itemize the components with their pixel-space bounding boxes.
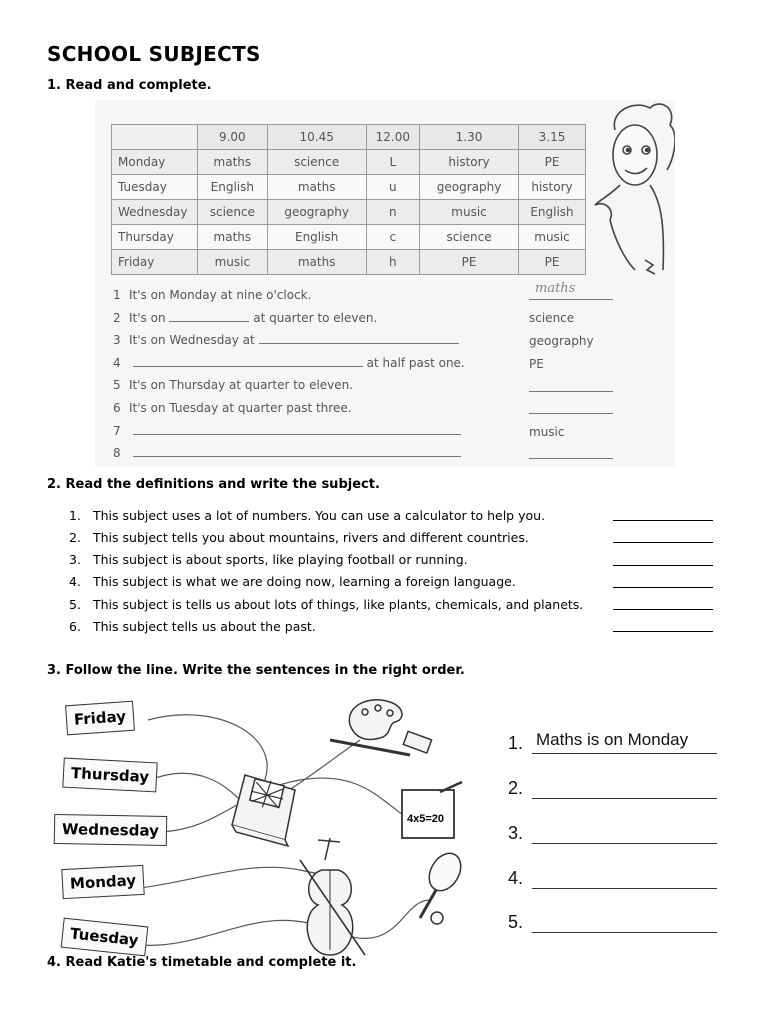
time-header: 1.30 bbox=[420, 125, 519, 150]
definition-text: This subject is tells us about lots of things, like plants, chemicals, and planets. bbox=[93, 597, 584, 612]
time-header: 10.45 bbox=[267, 125, 366, 150]
timetable-cell: English bbox=[267, 225, 366, 250]
item-number: 3 bbox=[113, 333, 121, 347]
timetable-cell: maths bbox=[198, 150, 268, 175]
item-number: 8 bbox=[113, 446, 121, 460]
palette-icon bbox=[330, 700, 432, 755]
timetable-cell: PE bbox=[519, 250, 586, 275]
tennis-racket-icon bbox=[420, 848, 467, 924]
definition-text: This subject uses a lot of numbers. You can use a calculator to help you. bbox=[93, 508, 546, 523]
sentence-number: 1. bbox=[508, 733, 524, 753]
item-number: 5 bbox=[113, 378, 121, 392]
timetable-cell: L bbox=[366, 150, 419, 175]
definition-text: This subject tells us about the past. bbox=[93, 619, 316, 634]
exercise-4-heading: 4. Read Katie's timetable and complete it. bbox=[47, 955, 357, 970]
day-label: Monday bbox=[112, 150, 198, 175]
timetable-cell: maths bbox=[267, 175, 366, 200]
timetable-cell: PE bbox=[519, 150, 586, 175]
timetable-cell: maths bbox=[267, 250, 366, 275]
timetable-cell: music bbox=[198, 250, 268, 275]
timetable-cell: h bbox=[366, 250, 419, 275]
item-number: 7 bbox=[113, 424, 121, 438]
sentence-text: Maths is on Monday bbox=[536, 730, 689, 749]
sentence-item bbox=[508, 730, 689, 754]
book-icon bbox=[232, 775, 295, 846]
time-header: 12.00 bbox=[366, 125, 419, 150]
time-header: 3.15 bbox=[519, 125, 586, 150]
item-text: It's on Thursday at quarter to eleven. bbox=[129, 378, 354, 392]
sentence-line[interactable] bbox=[532, 932, 717, 933]
timetable-cell: PE bbox=[420, 250, 519, 275]
day-tag-wednesday: Wednesday bbox=[54, 814, 167, 846]
sentence-item bbox=[508, 868, 523, 889]
sentence-item bbox=[508, 912, 523, 933]
timetable-cell: English bbox=[198, 175, 268, 200]
day-tag-thursday: Thursday bbox=[62, 758, 158, 793]
day-tag-tuesday: Tuesday bbox=[61, 918, 148, 957]
item-number: 6. bbox=[69, 619, 81, 634]
day-label: Friday bbox=[112, 250, 198, 275]
item-text: It's on Wednesday at bbox=[129, 333, 255, 347]
exercise-3-heading: 3. Follow the line. Write the sentences in the right order. bbox=[47, 663, 465, 678]
chalkboard-icon bbox=[402, 782, 462, 838]
day-tag-friday: Friday bbox=[65, 701, 135, 736]
timetable-cell: maths bbox=[198, 225, 268, 250]
timetable-cell: science bbox=[420, 225, 519, 250]
definition-text: This subject is what we are doing now, learning a foreign language. bbox=[93, 574, 516, 589]
day-label: Wednesday bbox=[112, 200, 198, 225]
item-text: at quarter to eleven. bbox=[253, 311, 378, 325]
timetable-cell: science bbox=[267, 150, 366, 175]
sentence-number: 3. bbox=[508, 823, 524, 843]
timetable-cell: history bbox=[420, 150, 519, 175]
day-label: Thursday bbox=[112, 225, 198, 250]
sentence-item bbox=[508, 778, 523, 799]
item-text: It's on Monday at nine o'clock. bbox=[129, 288, 312, 302]
answer-text: PE bbox=[529, 357, 544, 371]
timetable-cell: u bbox=[366, 175, 419, 200]
sentence-line[interactable] bbox=[532, 888, 717, 889]
answer-text: geography bbox=[529, 334, 594, 348]
definition-text: This subject is about sports, like playing football or running. bbox=[93, 552, 468, 567]
item-text: at half past one. bbox=[366, 356, 465, 370]
connector-line bbox=[140, 900, 430, 945]
item-number: 4. bbox=[69, 574, 81, 589]
timetable-cell: music bbox=[519, 225, 586, 250]
answer-text: science bbox=[529, 311, 575, 325]
timetable-cell: science bbox=[198, 200, 268, 225]
connector-line bbox=[150, 773, 240, 800]
item-number: 1 bbox=[113, 288, 121, 302]
timetable-cell: geography bbox=[420, 175, 519, 200]
page-title: SCHOOL SUBJECTS bbox=[47, 42, 261, 66]
timetable-cell: n bbox=[366, 200, 419, 225]
exercise-2-heading: 2. Read the definitions and write the subject. bbox=[47, 477, 380, 492]
timetable-cell: music bbox=[420, 200, 519, 225]
sentence-number: 2. bbox=[508, 778, 524, 798]
exercise-1-heading: 1. Read and complete. bbox=[47, 78, 212, 93]
item-number: 6 bbox=[113, 401, 121, 415]
sentence-line[interactable] bbox=[532, 843, 717, 844]
item-number: 1. bbox=[69, 508, 81, 523]
item-number: 3. bbox=[69, 552, 81, 567]
sentence-line[interactable] bbox=[532, 798, 717, 799]
timetable-cell: English bbox=[519, 200, 586, 225]
item-number: 5. bbox=[69, 597, 81, 612]
item-text: It's on bbox=[129, 311, 166, 325]
sentence-item bbox=[508, 823, 523, 844]
item-text: It's on Tuesday at quarter past three. bbox=[129, 401, 352, 415]
time-header: 9.00 bbox=[198, 125, 268, 150]
day-tag-monday: Monday bbox=[61, 865, 145, 899]
day-label: Tuesday bbox=[112, 175, 198, 200]
item-number: 2 bbox=[113, 311, 121, 325]
definition-text: This subject tells you about mountains, rivers and different countries. bbox=[93, 530, 529, 545]
sentence-number: 4. bbox=[508, 868, 524, 888]
sentence-line[interactable] bbox=[532, 753, 717, 754]
timetable-cell: c bbox=[366, 225, 419, 250]
item-number: 4 bbox=[113, 356, 121, 370]
sentence-number: 5. bbox=[508, 912, 524, 932]
item-number: 2. bbox=[69, 530, 81, 545]
timetable-cell: history bbox=[519, 175, 586, 200]
chalkboard-text: 4x5=20 bbox=[407, 813, 445, 825]
handwritten-answer: maths bbox=[535, 281, 576, 296]
answer-text: music bbox=[529, 425, 565, 439]
timetable-cell: geography bbox=[267, 200, 366, 225]
